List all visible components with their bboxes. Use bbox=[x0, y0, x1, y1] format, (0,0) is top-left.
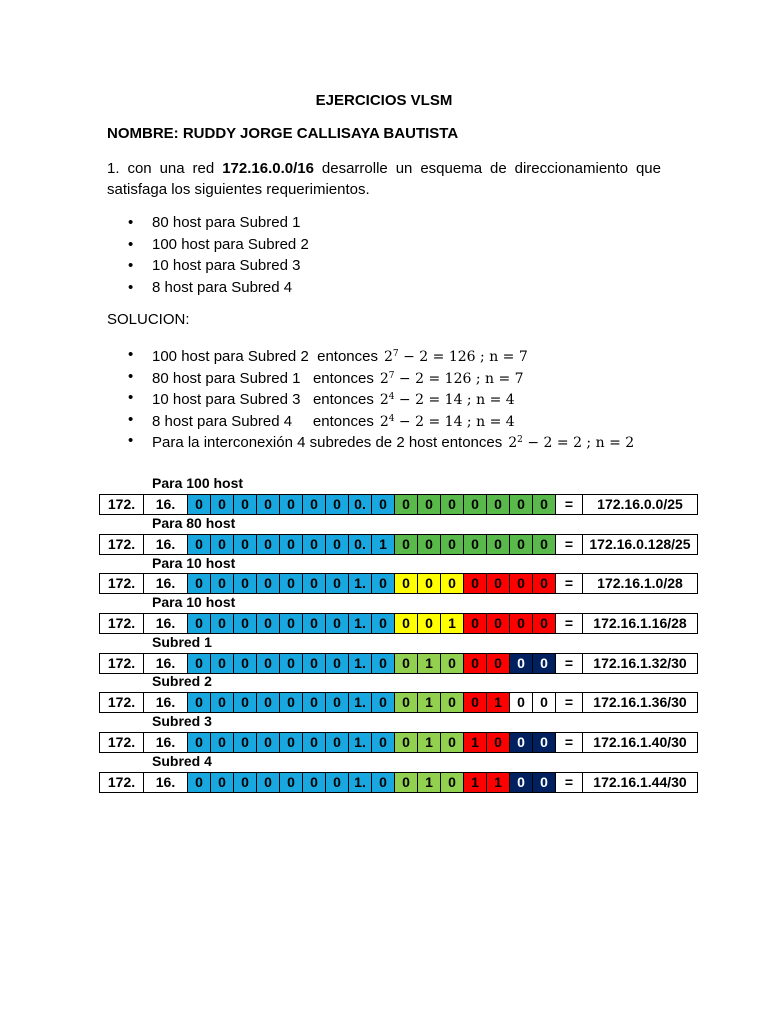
requirements-list bbox=[107, 212, 309, 298]
solution-list bbox=[107, 344, 634, 452]
first-octet-cell: 172. bbox=[100, 773, 144, 793]
bit-cell: 0 bbox=[510, 614, 533, 634]
bit-cell: 0 bbox=[510, 495, 533, 515]
bit-cell: 0 bbox=[326, 614, 349, 634]
bit-cell: 0 bbox=[441, 733, 464, 753]
bit-cell: 0 bbox=[234, 495, 257, 515]
list-item bbox=[107, 366, 634, 388]
bit-cell: 0 bbox=[257, 773, 280, 793]
equals-cell: = bbox=[556, 495, 583, 515]
equals-cell: = bbox=[556, 535, 583, 555]
bit-cell: 0 bbox=[487, 614, 510, 634]
bit-cell: 0 bbox=[418, 495, 441, 515]
bit-cell: 0 bbox=[303, 574, 326, 594]
bit-cell: 0 bbox=[234, 535, 257, 555]
formula-part: − 2 = bbox=[522, 435, 574, 451]
formula-part: 126 bbox=[448, 349, 476, 365]
table-row bbox=[100, 614, 698, 634]
list-item bbox=[107, 234, 309, 256]
bit-cell: 0 bbox=[372, 693, 395, 713]
bit-cell: 1. bbox=[349, 654, 372, 674]
bit-cell: 0 bbox=[303, 495, 326, 515]
formula-part: 4 bbox=[388, 413, 395, 424]
first-octet-cell: 172. bbox=[100, 654, 144, 674]
formula-part: 7 bbox=[388, 370, 395, 381]
bit-cell: 1. bbox=[349, 693, 372, 713]
bit-cell: 0 bbox=[395, 654, 418, 674]
bit-cell: 0 bbox=[303, 654, 326, 674]
subnet-result-cell: 172.16.1.40/30 bbox=[583, 733, 698, 753]
bit-cell: 1 bbox=[487, 693, 510, 713]
bit-cell: 0 bbox=[395, 733, 418, 753]
formula-part: n = bbox=[476, 392, 506, 408]
bit-cell: 0 bbox=[234, 614, 257, 634]
bit-cell: 0 bbox=[234, 733, 257, 753]
bit-cell: 0 bbox=[280, 535, 303, 555]
second-octet-cell: 16. bbox=[144, 654, 188, 674]
bullet-icon: • bbox=[128, 367, 134, 385]
bit-cell: 0 bbox=[211, 495, 234, 515]
subnet-row-table bbox=[99, 692, 698, 713]
bit-cell: 0 bbox=[372, 614, 395, 634]
bit-cell: 0 bbox=[188, 693, 211, 713]
bit-cell: 0 bbox=[211, 693, 234, 713]
bit-cell: 0 bbox=[280, 733, 303, 753]
bit-cell: 0. bbox=[349, 495, 372, 515]
equals-cell: = bbox=[556, 773, 583, 793]
exercise-statement bbox=[107, 158, 661, 200]
bit-cell: 0 bbox=[464, 495, 487, 515]
list-item bbox=[107, 212, 309, 234]
table-row bbox=[100, 495, 698, 515]
solution-text: 8 host para Subred 4 entonces bbox=[152, 412, 374, 430]
bit-cell: 0 bbox=[326, 654, 349, 674]
bit-cell: 0 bbox=[441, 495, 464, 515]
formula-part: − 2 = bbox=[394, 392, 445, 408]
table-row bbox=[100, 693, 698, 713]
bit-cell: 0 bbox=[464, 693, 487, 713]
bit-cell: 1. bbox=[349, 614, 372, 634]
second-octet-cell: 16. bbox=[144, 614, 188, 634]
list-item bbox=[107, 430, 634, 452]
second-octet-cell: 16. bbox=[144, 495, 188, 515]
bit-cell: 0 bbox=[211, 535, 234, 555]
solution-text: Para la interconexión 4 subredes de 2 host entonces bbox=[152, 434, 503, 451]
bit-cell: 0 bbox=[533, 654, 556, 674]
formula-part: 14 bbox=[444, 413, 463, 430]
bit-cell: 0 bbox=[418, 574, 441, 594]
bit-cell: 1 bbox=[418, 654, 441, 674]
bit-cell: 0 bbox=[533, 693, 556, 713]
bit-cell: 0 bbox=[533, 733, 556, 753]
bit-cell: 1 bbox=[418, 693, 441, 713]
bit-cell: 0 bbox=[326, 574, 349, 594]
subnet-label: Subred 1 bbox=[152, 634, 212, 650]
bit-cell: 0 bbox=[395, 614, 418, 634]
bit-cell: 0 bbox=[372, 733, 395, 753]
first-octet-cell: 172. bbox=[100, 733, 144, 753]
bullet-icon: • bbox=[128, 278, 134, 296]
formula-part: − 2 = bbox=[394, 370, 445, 387]
table-row bbox=[100, 535, 698, 555]
list-item bbox=[107, 409, 634, 431]
statement-suffix: desarrolle un esquema de direccionamiento que satisfaga los siguientes requerimientos. bbox=[107, 160, 661, 198]
bit-cell: 0 bbox=[533, 535, 556, 555]
bit-cell: 0 bbox=[326, 535, 349, 555]
subnet-result-cell: 172.16.0.128/25 bbox=[583, 535, 698, 555]
bit-cell: 0 bbox=[441, 773, 464, 793]
bit-cell: 0 bbox=[211, 654, 234, 674]
bit-cell: 0 bbox=[303, 614, 326, 634]
second-octet-cell: 16. bbox=[144, 574, 188, 594]
first-octet-cell: 172. bbox=[100, 614, 144, 634]
bit-cell: 0 bbox=[280, 773, 303, 793]
formula bbox=[380, 392, 515, 408]
bit-cell: 0 bbox=[395, 535, 418, 555]
bit-cell: 0 bbox=[280, 693, 303, 713]
formula-part: 7 bbox=[518, 349, 528, 365]
formula-part: ; bbox=[462, 392, 477, 408]
subnet-row-table bbox=[99, 732, 698, 753]
bit-cell: 0 bbox=[441, 693, 464, 713]
bit-cell: 0 bbox=[441, 574, 464, 594]
subnet-row-table bbox=[99, 613, 698, 634]
bit-cell: 0 bbox=[441, 535, 464, 555]
subnet-row-table bbox=[99, 653, 698, 674]
bit-cell: 0 bbox=[303, 733, 326, 753]
bit-cell: 0 bbox=[464, 614, 487, 634]
bit-cell: 0 bbox=[487, 495, 510, 515]
bit-cell: 0 bbox=[487, 535, 510, 555]
bit-cell: 0 bbox=[464, 574, 487, 594]
bullet-icon: • bbox=[128, 257, 134, 274]
formula bbox=[380, 414, 515, 430]
bullet-icon: • bbox=[128, 346, 134, 363]
bit-cell: 0 bbox=[372, 654, 395, 674]
bit-cell: 0 bbox=[464, 654, 487, 674]
document-title: EJERCICIOS VLSM bbox=[315, 92, 453, 109]
formula-part: 126 bbox=[444, 370, 472, 387]
bit-cell: 1. bbox=[349, 773, 372, 793]
student-name: NOMBRE: RUDDY JORGE CALLISAYA BAUTISTA bbox=[107, 125, 459, 142]
bit-cell: 0 bbox=[464, 535, 487, 555]
bit-cell: 0 bbox=[533, 614, 556, 634]
bit-cell: 0 bbox=[257, 614, 280, 634]
bit-cell: 1. bbox=[349, 733, 372, 753]
network-address: 172.16.0.0/16 bbox=[222, 160, 314, 177]
bit-cell: 0 bbox=[326, 693, 349, 713]
subnet-label: Para 80 host bbox=[152, 515, 236, 531]
bit-cell: 0 bbox=[510, 654, 533, 674]
equals-cell: = bbox=[556, 693, 583, 713]
requirement-text: 80 host para Subred 1 bbox=[152, 214, 301, 231]
formula bbox=[508, 435, 634, 451]
bit-cell: 0 bbox=[487, 733, 510, 753]
bit-cell: 0 bbox=[487, 654, 510, 674]
bit-cell: 1 bbox=[487, 773, 510, 793]
bit-cell: 0 bbox=[280, 614, 303, 634]
bit-cell: 0 bbox=[372, 495, 395, 515]
bit-cell: 0 bbox=[418, 535, 441, 555]
bit-cell: 0 bbox=[211, 733, 234, 753]
second-octet-cell: 16. bbox=[144, 733, 188, 753]
bit-cell: 0 bbox=[487, 574, 510, 594]
formula bbox=[380, 371, 524, 387]
subnet-result-cell: 172.16.1.16/28 bbox=[583, 614, 698, 634]
subnet-label: Para 100 host bbox=[152, 475, 244, 491]
first-octet-cell: 172. bbox=[100, 574, 144, 594]
bit-cell: 0 bbox=[303, 773, 326, 793]
formula bbox=[384, 349, 528, 365]
bit-cell: 0 bbox=[326, 773, 349, 793]
bit-cell: 1 bbox=[418, 773, 441, 793]
formula-part: 4 bbox=[505, 413, 515, 430]
subnet-row-table bbox=[99, 772, 698, 793]
bit-cell: 0 bbox=[280, 574, 303, 594]
table-row bbox=[100, 773, 698, 793]
bit-cell: 0 bbox=[303, 535, 326, 555]
formula-part: n = bbox=[485, 370, 515, 387]
formula-part: ; bbox=[462, 413, 477, 430]
equals-cell: = bbox=[556, 614, 583, 634]
bit-cell: 0 bbox=[372, 574, 395, 594]
bit-cell: 0 bbox=[510, 574, 533, 594]
bit-cell: 0 bbox=[257, 733, 280, 753]
table-row bbox=[100, 654, 698, 674]
bit-cell: 1 bbox=[372, 535, 395, 555]
formula-part: 2 bbox=[517, 435, 523, 445]
first-octet-cell: 172. bbox=[100, 535, 144, 555]
formula-part: 7 bbox=[392, 349, 399, 359]
formula-part: n = bbox=[595, 435, 626, 451]
subnet-result-cell: 172.16.1.32/30 bbox=[583, 654, 698, 674]
formula-part: 2 bbox=[384, 349, 393, 365]
second-octet-cell: 16. bbox=[144, 693, 188, 713]
bit-cell: 0 bbox=[257, 574, 280, 594]
table-row bbox=[100, 574, 698, 594]
formula-part: 2 bbox=[379, 392, 389, 408]
bit-cell: 0 bbox=[395, 773, 418, 793]
bit-cell: 0 bbox=[326, 733, 349, 753]
bit-cell: 0 bbox=[395, 495, 418, 515]
subnet-label: Subred 3 bbox=[152, 713, 212, 729]
bit-cell: 0 bbox=[257, 693, 280, 713]
bit-cell: 0 bbox=[257, 495, 280, 515]
bit-cell: 0 bbox=[234, 654, 257, 674]
subnet-label: Subred 4 bbox=[152, 753, 212, 769]
bit-cell: 0 bbox=[234, 574, 257, 594]
requirement-text: 10 host para Subred 3 bbox=[152, 257, 301, 274]
bullet-icon: • bbox=[128, 410, 134, 428]
bullet-icon: • bbox=[128, 214, 134, 231]
bit-cell: 0 bbox=[188, 495, 211, 515]
formula-part: 2 bbox=[625, 435, 635, 451]
solution-heading: SOLUCION: bbox=[107, 311, 190, 328]
statement-prefix: 1. con una red bbox=[107, 160, 223, 177]
bit-cell: 0 bbox=[533, 574, 556, 594]
bit-cell: 0 bbox=[510, 733, 533, 753]
bit-cell: 0 bbox=[510, 535, 533, 555]
bit-cell: 0 bbox=[441, 654, 464, 674]
bit-cell: 0 bbox=[418, 614, 441, 634]
bit-cell: 0 bbox=[257, 654, 280, 674]
bit-cell: 0 bbox=[533, 773, 556, 793]
subnet-result-cell: 172.16.0.0/25 bbox=[583, 495, 698, 515]
bit-cell: 0 bbox=[280, 495, 303, 515]
bit-cell: 0 bbox=[234, 693, 257, 713]
bit-cell: 0 bbox=[188, 773, 211, 793]
subnet-label: Para 10 host bbox=[152, 555, 236, 571]
formula-part: n = bbox=[476, 413, 506, 430]
first-octet-cell: 172. bbox=[100, 693, 144, 713]
bit-cell: 1 bbox=[441, 614, 464, 634]
subnet-result-cell: 172.16.1.44/30 bbox=[583, 773, 698, 793]
bit-cell: 0 bbox=[510, 693, 533, 713]
subnet-row-table bbox=[99, 573, 698, 594]
solution-text: 10 host para Subred 3 entonces bbox=[152, 391, 374, 408]
formula-part: 2 bbox=[379, 413, 389, 430]
formula-part: 2 bbox=[379, 370, 389, 387]
table-row bbox=[100, 733, 698, 753]
bit-cell: 0 bbox=[303, 693, 326, 713]
second-octet-cell: 16. bbox=[144, 535, 188, 555]
bullet-icon: • bbox=[128, 235, 134, 253]
subnet-row-table bbox=[99, 534, 698, 555]
subnet-label: Para 10 host bbox=[152, 594, 236, 610]
list-item bbox=[107, 277, 309, 299]
bit-cell: 0 bbox=[280, 654, 303, 674]
bit-cell: 0 bbox=[372, 773, 395, 793]
bit-cell: 0 bbox=[188, 574, 211, 594]
formula-part: − 2 = bbox=[394, 413, 445, 430]
list-item bbox=[107, 344, 634, 366]
bit-cell: 1 bbox=[418, 733, 441, 753]
formula-part: 14 bbox=[444, 392, 463, 408]
bit-cell: 0 bbox=[188, 733, 211, 753]
formula-part: 4 bbox=[505, 392, 515, 408]
solution-text: 100 host para Subred 2 entonces bbox=[152, 348, 378, 365]
bit-cell: 0 bbox=[211, 574, 234, 594]
bit-cell: 0 bbox=[188, 654, 211, 674]
list-item bbox=[107, 255, 309, 277]
bit-cell: 0 bbox=[395, 574, 418, 594]
list-item bbox=[107, 387, 634, 409]
formula-part: 4 bbox=[388, 392, 395, 402]
formula-part: − 2 = bbox=[398, 349, 449, 365]
bit-cell: 0 bbox=[234, 773, 257, 793]
requirement-text: 8 host para Subred 4 bbox=[152, 278, 293, 296]
bit-cell: 1 bbox=[464, 773, 487, 793]
formula-part: ; bbox=[475, 349, 490, 365]
bit-cell: 0 bbox=[326, 495, 349, 515]
requirement-text: 100 host para Subred 2 bbox=[152, 235, 309, 253]
formula-part: n = bbox=[489, 349, 519, 365]
formula-part: ; bbox=[581, 435, 596, 451]
equals-cell: = bbox=[556, 733, 583, 753]
equals-cell: = bbox=[556, 654, 583, 674]
bit-cell: 0 bbox=[211, 773, 234, 793]
bit-cell: 0 bbox=[533, 495, 556, 515]
bit-cell: 0. bbox=[349, 535, 372, 555]
formula-part: 2 bbox=[573, 435, 582, 451]
bit-cell: 1 bbox=[464, 733, 487, 753]
subnet-result-cell: 172.16.1.36/30 bbox=[583, 693, 698, 713]
formula-part: ; bbox=[471, 370, 486, 387]
subnet-result-cell: 172.16.1.0/28 bbox=[583, 574, 698, 594]
bit-cell: 1. bbox=[349, 574, 372, 594]
equals-cell: = bbox=[556, 574, 583, 594]
bit-cell: 0 bbox=[188, 535, 211, 555]
subnet-row-table bbox=[99, 494, 698, 515]
formula-part: 2 bbox=[508, 435, 518, 451]
solution-text: 80 host para Subred 1 entonces bbox=[152, 369, 374, 387]
bit-cell: 0 bbox=[188, 614, 211, 634]
bit-cell: 0 bbox=[211, 614, 234, 634]
second-octet-cell: 16. bbox=[144, 773, 188, 793]
bullet-icon: • bbox=[128, 432, 134, 449]
subnet-label: Subred 2 bbox=[152, 673, 212, 689]
bullet-icon: • bbox=[128, 389, 134, 406]
bit-cell: 0 bbox=[257, 535, 280, 555]
bit-cell: 0 bbox=[510, 773, 533, 793]
first-octet-cell: 172. bbox=[100, 495, 144, 515]
formula-part: 7 bbox=[514, 370, 524, 387]
bit-cell: 0 bbox=[395, 693, 418, 713]
